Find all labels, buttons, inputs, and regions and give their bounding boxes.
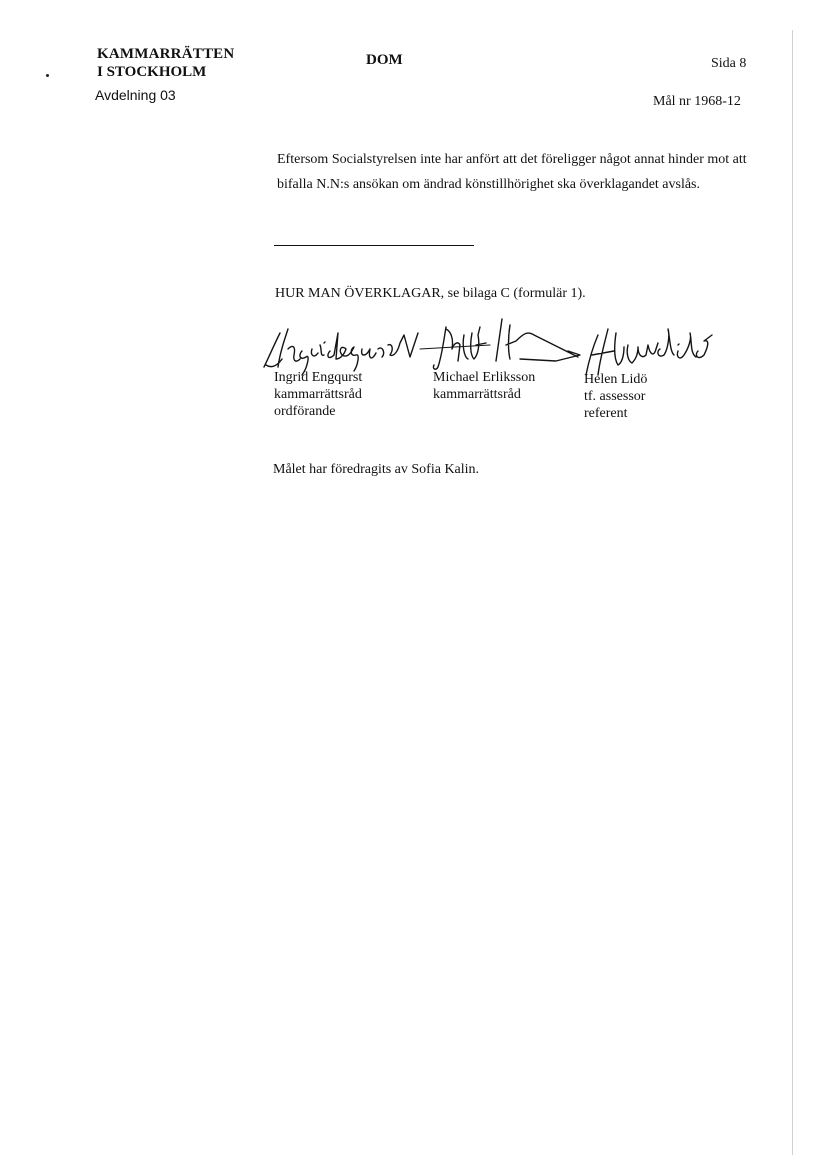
signer-ingrid — [274, 369, 362, 420]
court-name: KAMMARRÄTTEN — [97, 46, 235, 62]
presented-by-note: Målet har föredragits av Sofia Kalin. — [273, 462, 480, 477]
ruling-paragraph: Eftersom Socialstyrelsen inte har anfört att det föreligger något annat hinder mot att bifalla N.N:s ansökan om ändrad könstillhörighet ska överklagandet avslås. — [277, 152, 747, 192]
section-divider — [274, 245, 474, 246]
signer-name: Ingrid Engqurst — [274, 370, 363, 385]
document-type: DOM — [366, 52, 403, 68]
division-label: Avdelning 03 — [95, 87, 176, 103]
signer-title: kammarrättsråd — [433, 387, 521, 402]
scan-artifact-dot — [46, 74, 49, 77]
signer-helen — [584, 371, 647, 422]
page-number: Sida 8 — [711, 56, 747, 71]
signer-title: kammarrättsråd — [274, 387, 362, 402]
signer-role: ordförande — [274, 404, 336, 419]
scan-page-edge — [792, 30, 793, 1155]
signer-name: Michael Erliksson — [433, 370, 536, 385]
court-city: I STOCKHOLM — [97, 64, 207, 80]
appeal-instructions: HUR MAN ÖVERKLAGAR, se bilaga C (formulär 1). — [275, 286, 586, 301]
signer-title: tf. assessor — [584, 389, 646, 404]
signer-name: Helen Lidö — [584, 372, 648, 387]
signer-michael — [433, 369, 535, 403]
case-number: Mål nr 1968-12 — [653, 94, 741, 109]
signer-role: referent — [584, 406, 628, 421]
